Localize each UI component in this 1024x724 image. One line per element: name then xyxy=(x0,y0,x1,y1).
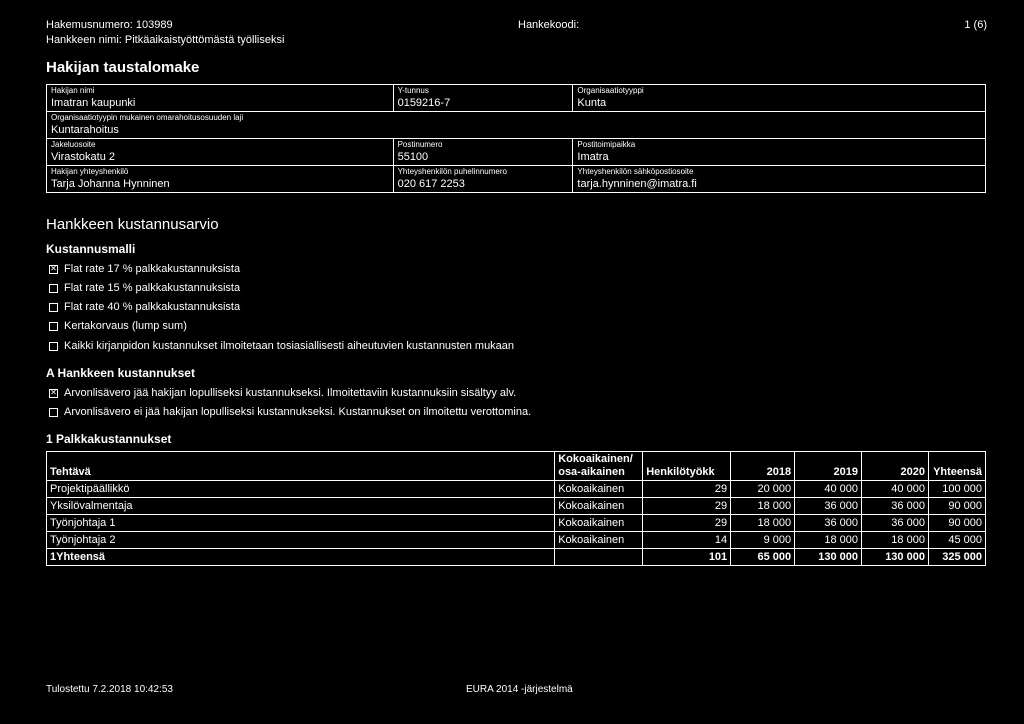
table-total-row xyxy=(47,549,986,566)
form-title: Hakijan taustalomake xyxy=(46,59,200,76)
type-cell: Kokoaikainen xyxy=(555,515,643,532)
cost-option-3[interactable] xyxy=(49,320,187,332)
vat-option-label: Arvonlisävero ei jää hakijan lopulliseksi kustannukseksi. Kustannukset on ilmoitettu verottomina. xyxy=(64,406,532,418)
task-cell: Työnjohtaja 1 xyxy=(47,515,555,532)
cost-option-label: Kaikki kirjanpidon kustannukset ilmoitetaan tosiasiallisesti aiheutuvien kustannusten mukaan xyxy=(64,340,515,352)
contact-phone-cell xyxy=(393,166,573,193)
applicant-info-table xyxy=(46,84,986,193)
col-2020-header: 2020 xyxy=(862,452,929,481)
table-row xyxy=(47,481,986,498)
col-2019-header: 2019 xyxy=(795,452,862,481)
own-funding-value: Kuntarahoitus xyxy=(51,124,119,136)
cost-option-label: Flat rate 40 % palkkakustannuksista xyxy=(64,301,241,313)
application-number: Hakemusnumero: 103989 xyxy=(46,19,173,31)
months-cell: 29 xyxy=(643,515,731,532)
y2018-cell: 20 000 xyxy=(731,481,795,498)
contact-email-label: Yhteyshenkilön sähköpostiosoite xyxy=(577,167,694,176)
applicant-name-value: Imatran kaupunki xyxy=(51,97,136,109)
type-cell: Kokoaikainen xyxy=(555,498,643,515)
business-id-label: Y-tunnus xyxy=(397,86,429,95)
business-id-cell xyxy=(393,85,573,112)
task-cell: Yksilövalmentaja xyxy=(47,498,555,515)
own-funding-cell xyxy=(47,112,986,139)
months-cell: 29 xyxy=(643,498,731,515)
y2019-cell: 130 000 xyxy=(795,549,862,566)
printed-timestamp: Tulostettu 7.2.2018 10:42:53 xyxy=(46,684,173,695)
total-cell: 45 000 xyxy=(928,532,985,549)
own-funding-label: Organisaatiotyypin mukainen omarahoitusosuuden laji xyxy=(51,113,244,122)
months-cell: 101 xyxy=(643,549,731,566)
checkbox-icon[interactable]: ✕ xyxy=(50,264,57,273)
system-name: EURA 2014 -järjestelmä xyxy=(466,684,573,695)
vat-option-label: Arvonlisävero jää hakijan lopulliseksi kustannukseksi. Ilmoitettaviin kustannuksiin sisältyy alv. xyxy=(64,387,517,399)
cost-option-0[interactable] xyxy=(49,263,240,275)
city-label: Postitoimipaikka xyxy=(577,140,636,149)
cost-option-2[interactable] xyxy=(49,301,240,313)
col-type-header-line2: osa-aikainen xyxy=(558,466,625,478)
city-cell xyxy=(573,139,986,166)
type-cell: Kokoaikainen xyxy=(555,481,643,498)
org-type-label: Organisaatiotyyppi xyxy=(577,86,644,95)
cost-model-title: Kustannusmalli xyxy=(46,242,136,256)
cost-option-1[interactable] xyxy=(49,282,240,294)
applicant-name-label: Hakijan nimi xyxy=(51,86,95,95)
business-id-value: 0159216-7 xyxy=(397,97,451,109)
table-header-row xyxy=(47,452,986,481)
contact-person-label: Hakijan yhteyshenkilö xyxy=(51,167,129,176)
checkbox-icon[interactable]: ✕ xyxy=(50,388,57,397)
org-type-value: Kunta xyxy=(577,97,607,109)
cost-option-4[interactable] xyxy=(49,340,514,352)
y2018-cell: 18 000 xyxy=(731,498,795,515)
postal-code-label: Postinumero xyxy=(397,140,443,149)
y2020-cell: 130 000 xyxy=(862,549,929,566)
y2020-cell: 18 000 xyxy=(862,532,929,549)
salary-costs-table xyxy=(46,451,986,566)
y2020-cell: 36 000 xyxy=(862,498,929,515)
applicant-name-cell xyxy=(47,85,394,112)
months-cell: 14 xyxy=(643,532,731,549)
vat-option-1[interactable] xyxy=(49,406,531,418)
total-cell: 325 000 xyxy=(928,549,985,566)
vat-option-0[interactable] xyxy=(49,387,516,399)
col-type-header-line1: Kokoaikainen/ xyxy=(558,453,633,465)
task-cell: 1Yhteensä xyxy=(47,549,555,566)
contact-person-value: Tarja Johanna Hynninen xyxy=(51,178,170,190)
col-total-header: Yhteensä xyxy=(928,452,985,481)
city-value: Imatra xyxy=(577,151,609,163)
contact-person-cell xyxy=(47,166,394,193)
address-value: Virastokatu 2 xyxy=(51,151,116,163)
type-cell xyxy=(555,549,643,566)
postal-code-value: 55100 xyxy=(397,151,429,163)
task-cell: Projektipäällikkö xyxy=(47,481,555,498)
checkbox-icon[interactable] xyxy=(49,284,58,293)
type-cell: Kokoaikainen xyxy=(555,532,643,549)
table-row xyxy=(47,498,986,515)
project-name: Hankkeen nimi: Pitkäaikaistyöttömästä työlliseksi xyxy=(46,34,285,46)
contact-email-value: tarja.hynninen@imatra.fi xyxy=(577,178,697,190)
address-cell xyxy=(47,139,394,166)
y2019-cell: 40 000 xyxy=(795,481,862,498)
address-label: Jakeluosoite xyxy=(51,140,96,149)
y2019-cell: 36 000 xyxy=(795,498,862,515)
postal-code-cell xyxy=(393,139,573,166)
total-cell: 100 000 xyxy=(928,481,985,498)
total-cell: 90 000 xyxy=(928,515,985,532)
contact-phone-label: Yhteyshenkilön puhelinnumero xyxy=(397,167,507,176)
months-cell: 29 xyxy=(643,481,731,498)
y2018-cell: 9 000 xyxy=(731,532,795,549)
col-task-header: Tehtävä xyxy=(47,452,555,481)
table-row xyxy=(47,515,986,532)
y2018-cell: 18 000 xyxy=(731,515,795,532)
org-type-cell xyxy=(573,85,986,112)
total-cell: 90 000 xyxy=(928,498,985,515)
cost-option-label: Flat rate 15 % palkkakustannuksista xyxy=(64,282,241,294)
section-a-title: A Hankkeen kustannukset xyxy=(46,366,195,380)
page-number: 1 (6) xyxy=(964,19,987,31)
col-type-header xyxy=(555,452,643,481)
salary-title: 1 Palkkakustannukset xyxy=(46,432,172,446)
checkbox-icon[interactable] xyxy=(49,342,58,351)
checkbox-icon[interactable] xyxy=(49,303,58,312)
contact-phone-value: 020 617 2253 xyxy=(397,178,465,190)
y2019-cell: 36 000 xyxy=(795,515,862,532)
cost-option-label: Kertakorvaus (lump sum) xyxy=(64,320,187,332)
y2018-cell: 65 000 xyxy=(731,549,795,566)
table-row xyxy=(47,532,986,549)
task-cell: Työnjohtaja 2 xyxy=(47,532,555,549)
project-code: Hankekoodi: xyxy=(518,19,580,31)
col-2018-header: 2018 xyxy=(731,452,795,481)
y2020-cell: 40 000 xyxy=(862,481,929,498)
budget-title: Hankkeen kustannusarvio xyxy=(46,216,219,233)
contact-email-cell xyxy=(573,166,986,193)
col-months-header: Henkilötyökk xyxy=(643,452,731,481)
y2020-cell: 36 000 xyxy=(862,515,929,532)
checkbox-icon[interactable] xyxy=(49,322,58,331)
checkbox-icon[interactable] xyxy=(49,408,58,417)
y2019-cell: 18 000 xyxy=(795,532,862,549)
cost-option-label: Flat rate 17 % palkkakustannuksista xyxy=(64,263,241,275)
